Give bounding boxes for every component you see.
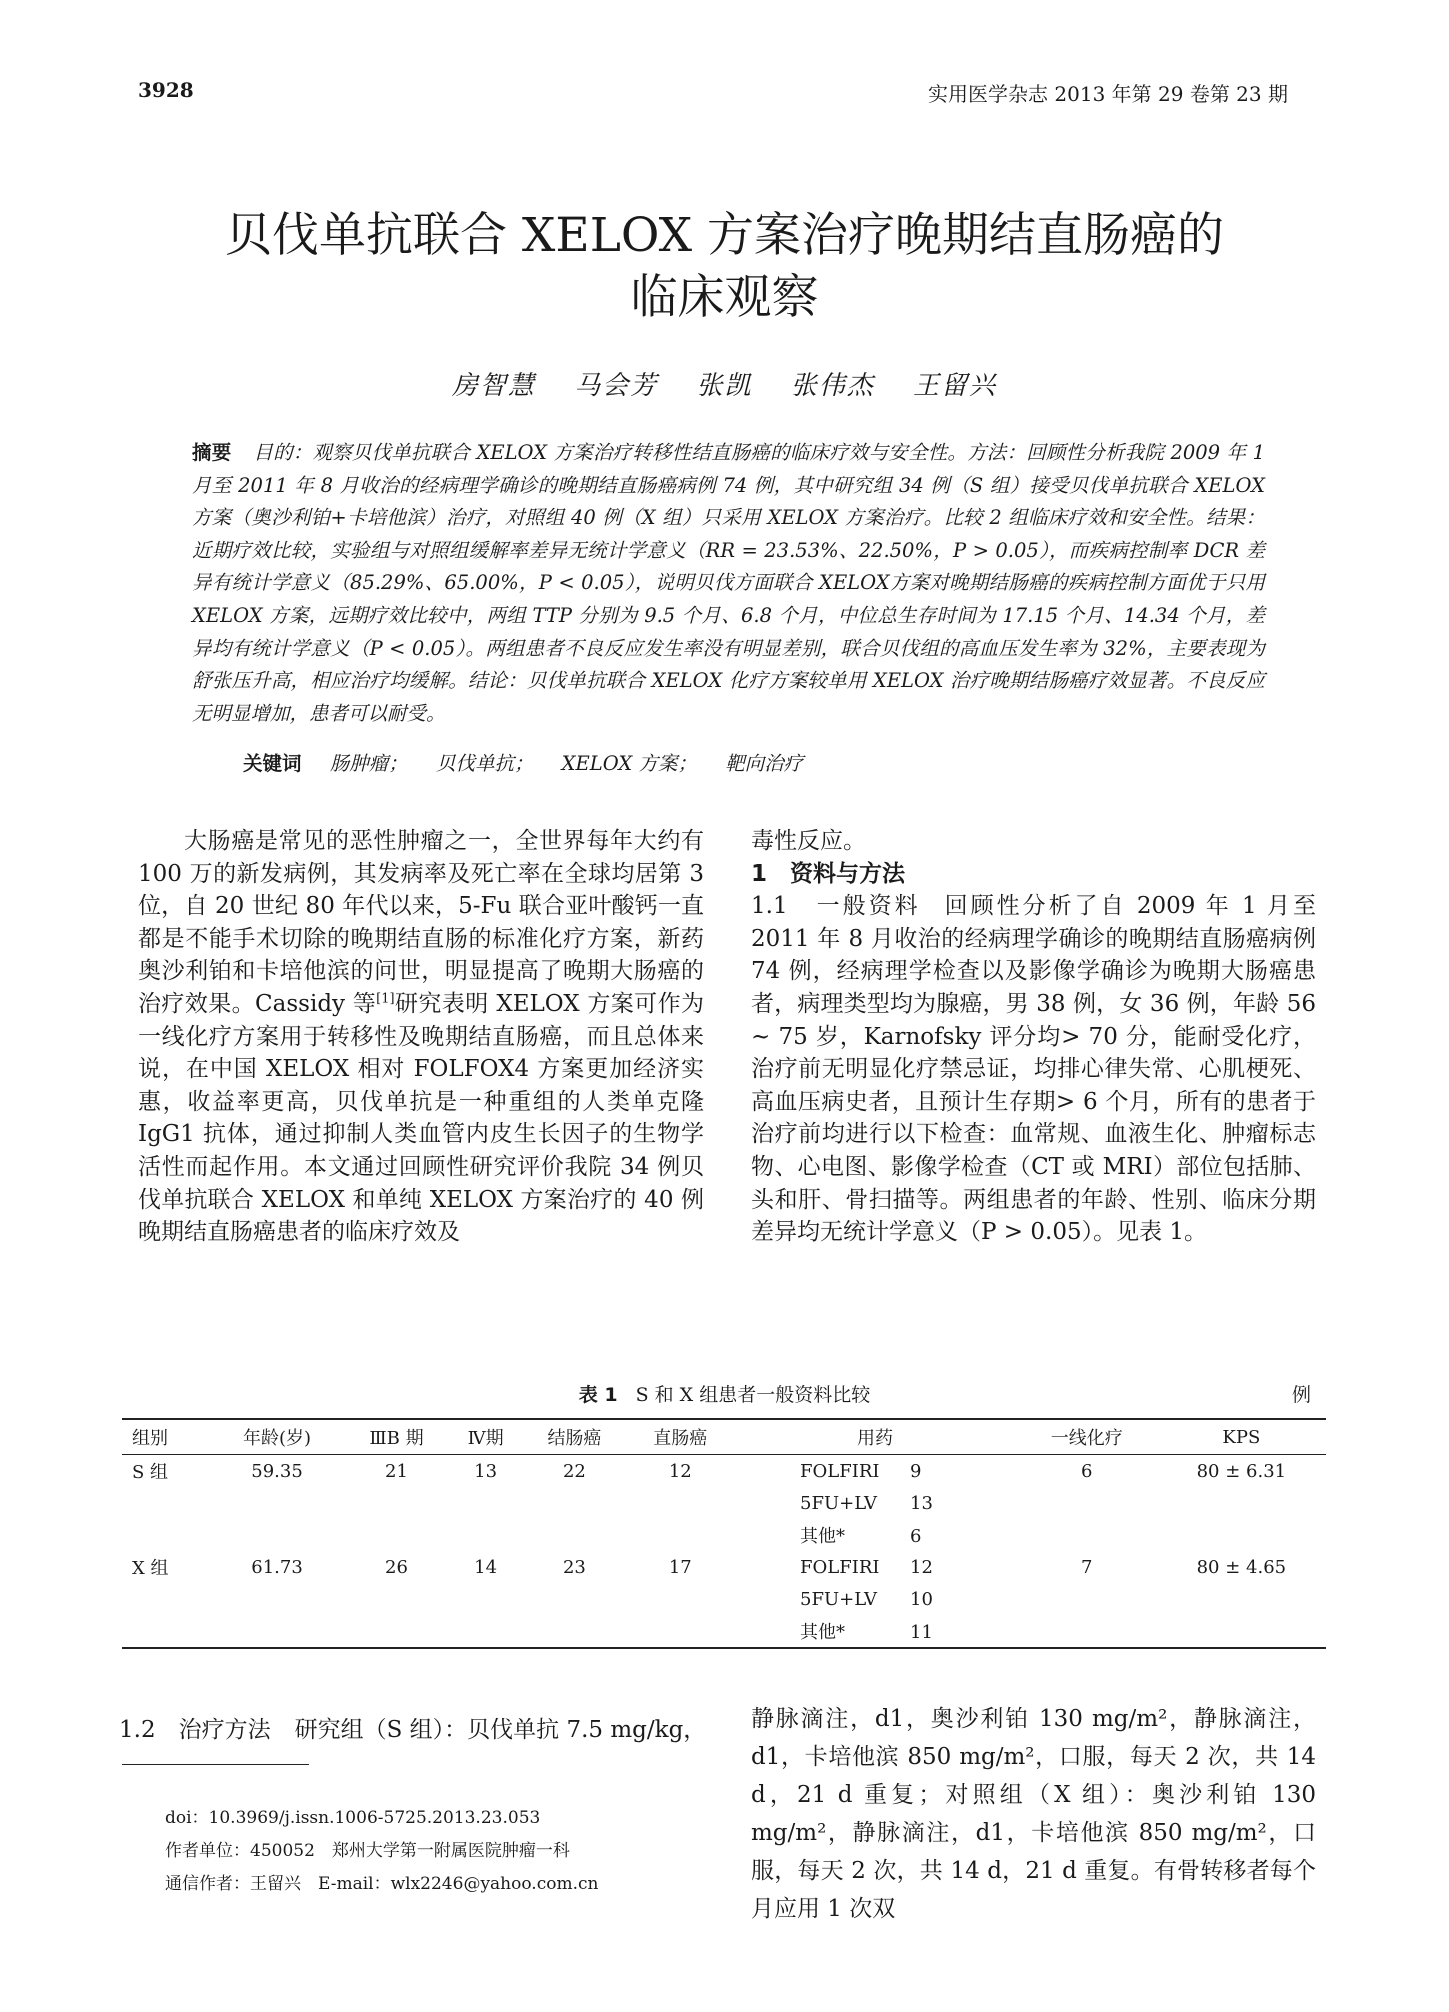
cell-stage3b: 21 xyxy=(385,1460,408,1482)
subsection-text: 静脉滴注，d1，奥沙利铂 130 mg/m²，静脉滴注，d1，卡培他滨 850 mg/m²，口服，每天 2 次，共 14 d，21 d 重复；对照组（X 组）：奥沙利铂 130 mg/m²，静脉滴注，d1，卡培他滨 850 mg/m²，口服，每天 2 次，共 14 d，21 d 重复。有骨转移者每个月应用 1 次双 xyxy=(751,1706,1316,1922)
table-row xyxy=(122,1519,1326,1551)
drug-name: FOLFIRI xyxy=(800,1556,880,1578)
author: 张凯 xyxy=(696,371,753,401)
keyword: XELOX 方案； xyxy=(561,752,697,775)
cell-rectal: 12 xyxy=(668,1460,692,1482)
intro-paragraph xyxy=(138,825,704,1249)
cell-drug xyxy=(733,1583,1017,1615)
cell-kps: 80 ± 6.31 xyxy=(1196,1460,1287,1482)
subsection-1-2-continued xyxy=(751,1700,1316,1928)
keyword: 靶向治疗 xyxy=(725,752,804,775)
table-header-row xyxy=(122,1419,1326,1455)
author-list xyxy=(0,365,1449,402)
intro-text-cont: 研究表明 XELOX 方案可作为一线化疗方案用于转移性及晚期结直肠癌，而且总体来说，在中国 XELOX 相对 FOLFOX4 方案更加经济实惠，收益率更高，贝伐单抗是一种重组的人类单克隆 IgG1 抗体，通过抑制人类血管内皮生长因子的生物学活性而起作用。本文通过回顾性研究评价我院 34 例贝伐单抗联合 XELOX 和单纯 XELOX 方案治疗的 40 例晚期结直肠癌患者的临床疗效及 xyxy=(138,990,704,1246)
subsection-1-2 xyxy=(119,1711,709,1749)
drug-count: 12 xyxy=(910,1556,933,1578)
affiliation: 作者单位：450052 郑州大学第一附属医院肿瘤一科 xyxy=(165,1841,570,1861)
data-table xyxy=(122,1418,1326,1649)
cell-stage3b: 26 xyxy=(385,1556,408,1578)
abstract xyxy=(192,437,1265,730)
subsection-label: 1.1 一般资料 xyxy=(751,893,921,920)
citation-ref[interactable]: [1] xyxy=(376,991,395,1007)
drug-count: 11 xyxy=(910,1622,933,1643)
col-header: Ⅳ期 xyxy=(450,1419,522,1455)
keywords-label: 关键词 xyxy=(243,752,302,775)
cell-group: S 组 xyxy=(132,1462,169,1483)
intro-text: 大肠癌是常见的恶性肿瘤之一，全世界每年大约有 100 万的新发病例，其发病率及死亡率在全球均居第 3 位，自 20 世纪 80 年代以来，5-Fu 联合亚叶酸钙一直都是不能手术切除的晚期结直肠的标准化疗方案，新药奥沙利铂和卡培他滨的问世，明显提高了晚期大肠癌的治疗效果。Cassidy 等 xyxy=(138,828,704,1017)
table-title: S 和 X 组患者一般资料比较 xyxy=(635,1384,871,1406)
author: 房智慧 xyxy=(451,371,536,401)
col-header: ⅢB 期 xyxy=(343,1419,449,1455)
page-number: 3928 xyxy=(138,78,194,102)
table-caption xyxy=(0,1380,1449,1407)
table-label: 表 1 xyxy=(578,1384,618,1406)
doi: doi：10.3969/j.issn.1006-5725.2013.23.053 xyxy=(165,1808,541,1828)
cell-drug xyxy=(733,1551,1017,1583)
table-row xyxy=(122,1551,1326,1583)
col-header: 直肠癌 xyxy=(627,1419,733,1455)
subsection-text: 回顾性分析了自 2009 年 1 月至 2011 年 8 月收治的经病理学确诊的晚期结直肠癌病例 74 例，经病理学检查以及影像学确诊为晚期大肠癌患者，病理类型均为腺癌，男 38 例，女 36 例，年龄 56 ~ 75 岁，Karnofsky 评分均> 70 分，能耐受化疗，治疗前无明显化疗禁忌证，均排心律失常、心肌梗死、高血压病史者，且预计生存期> 6 个月，所有的患者于治疗前均进行以下检查：血常规、血液生化、肿瘤标志物、心电图、影像学检查（CT 或 MRI）部位包括肺、头和肝、骨扫描等。两组患者的年龄、性别、临床分期差异均无统计学意义（P > 0.05）。见表 1。 xyxy=(751,893,1316,1246)
table-row xyxy=(122,1455,1326,1488)
cell-colon: 23 xyxy=(562,1556,586,1578)
journal-info: 实用医学杂志 2013 年第 29 卷第 23 期 xyxy=(928,82,1288,106)
author: 马会芳 xyxy=(574,371,659,401)
cell-colon: 22 xyxy=(562,1460,586,1482)
table-row xyxy=(122,1487,1326,1519)
subsection-1-1 xyxy=(751,890,1316,1249)
body-left-column xyxy=(138,825,704,1249)
body-right-column xyxy=(751,825,1316,1249)
cell-rectal: 17 xyxy=(668,1556,692,1578)
subsection-label: 1.2 治疗方法 xyxy=(119,1717,271,1743)
section-heading: 1 资料与方法 xyxy=(751,860,906,887)
cell-drug xyxy=(733,1519,1017,1551)
drug-name: FOLFIRI xyxy=(800,1460,880,1482)
drug-name: 其他* xyxy=(800,1622,846,1643)
keyword: 贝伐单抗； xyxy=(435,752,534,775)
drug-name: 5FU+LV xyxy=(800,1492,878,1514)
table-row xyxy=(122,1615,1326,1648)
cell-group: X 组 xyxy=(132,1558,169,1579)
col-header: 组别 xyxy=(122,1419,211,1455)
correspondence: 通信作者：王留兴 E-mail：wlx2246@yahoo.com.cn xyxy=(165,1874,599,1894)
table-row xyxy=(122,1583,1326,1615)
col-header: 年龄(岁) xyxy=(211,1419,343,1455)
drug-name: 其他* xyxy=(800,1526,846,1547)
abstract-label: 摘要 xyxy=(192,441,232,464)
title-line: 临床观察 xyxy=(630,270,819,325)
drug-count: 13 xyxy=(910,1492,933,1514)
cell-age: 61.73 xyxy=(251,1556,303,1578)
title-line: 贝伐单抗联合 XELOX 方案治疗晚期结直肠癌的 xyxy=(224,208,1225,263)
abstract-text: 目的：观察贝伐单抗联合 XELOX 方案治疗转移性结直肠癌的临床疗效与安全性。方法：回顾性分析我院 2009 年 1 月至 2011 年 8 月收治的经病理学确诊的晚期结直肠癌病例 74 例，其中研究组 34 例（S 组）接受贝伐单抗联合 XELOX 方案（奥沙利铂+卡培他滨）治疗，对照组 40 例（X 组）只采用 XELOX 方案治疗。比较 2 组临床疗效和安全性。结果：近期疗效比较，实验组与对照组缓解率差异无统计学意义（RR = 23.53%、22.50%，P > 0.05），而疾病控制率 DCR 差异有统计学意义（85.29%、65.00%，P < 0.05），说明贝伐方面联合 XELOX方案对晚期结肠癌的疾病控制方面优于只用 XELOX 方案，远期疗效比较中，两组 TTP 分别为 9.5 个月、6.8 个月，中位总生存时间为 17.15 个月、14.34 个月，差异均有统计学意义（P < 0.05）。两组患者不良反应发生率没有明显差别，联合贝伐组的高血压发生率为 32%，主要表现为舒张压升高，相应治疗均缓解。结论：贝伐单抗联合 XELOX 化疗方案较单用 XELOX 治疗晚期结肠癌疗效显著。不良反应无明显增加，患者可以耐受。 xyxy=(192,441,1265,725)
cell-first-line: 6 xyxy=(1081,1460,1093,1482)
cell-drug xyxy=(733,1615,1017,1648)
cell-drug xyxy=(733,1487,1017,1519)
col-header: 用药 xyxy=(733,1419,1017,1455)
drug-count: 10 xyxy=(910,1588,933,1610)
cell-age: 59.35 xyxy=(251,1460,303,1482)
col-header: KPS xyxy=(1157,1419,1326,1455)
footnotes xyxy=(165,1802,598,1901)
col-header: 结肠癌 xyxy=(522,1419,628,1455)
drug-count: 9 xyxy=(910,1460,922,1482)
cell-drug xyxy=(733,1455,1017,1488)
keywords xyxy=(243,748,825,776)
cell-first-line: 7 xyxy=(1081,1556,1093,1578)
article-title xyxy=(0,205,1449,329)
drug-count: 6 xyxy=(910,1526,922,1547)
author: 张伟杰 xyxy=(790,371,875,401)
author: 王留兴 xyxy=(913,371,998,401)
cell-kps: 80 ± 4.65 xyxy=(1196,1556,1287,1578)
keyword: 肠肿瘤； xyxy=(329,752,408,775)
cell-stage4: 14 xyxy=(474,1556,498,1578)
intro-continuation: 毒性反应。 xyxy=(751,828,866,854)
subsection-text: 研究组（S 组）：贝伐单抗 7.5 mg/kg， xyxy=(294,1717,707,1743)
table-unit: 例 xyxy=(1291,1384,1311,1406)
footnote-divider xyxy=(122,1764,309,1765)
drug-name: 5FU+LV xyxy=(800,1588,878,1610)
cell-stage4: 13 xyxy=(474,1460,498,1482)
col-header: 一线化疗 xyxy=(1017,1419,1157,1455)
